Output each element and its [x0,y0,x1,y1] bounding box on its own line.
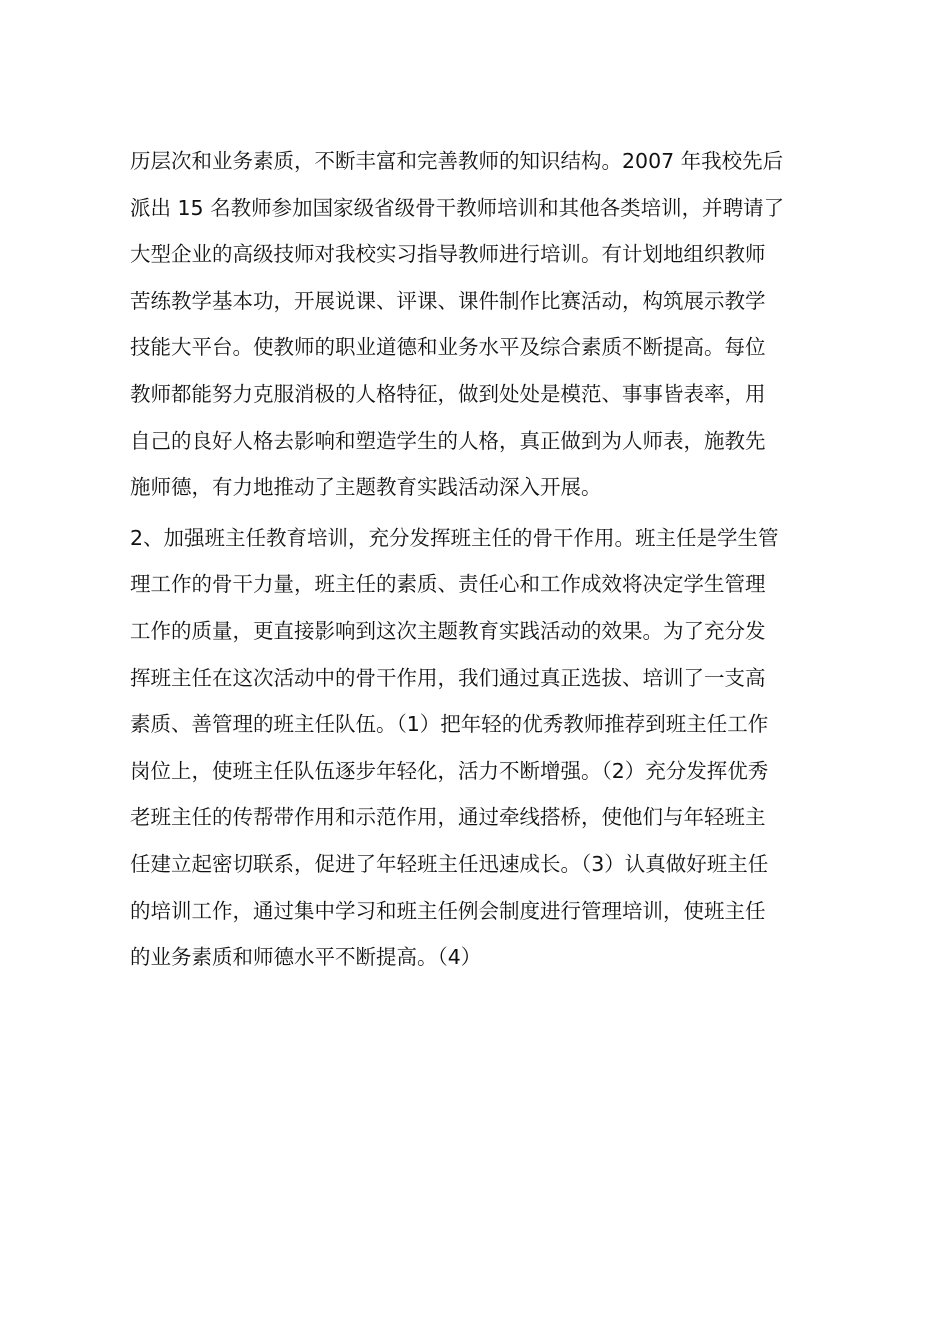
text-line: 大型企业的高级技师对我校实习指导教师进行培训。有计划地组织教师 [130,242,766,267]
text-line: 教师都能努力克服消极的人格特征，做到处处是模范、事事皆表率，用 [130,381,766,406]
text-line: 苦练教学基本功，开展说课、评课、课件制作比赛活动，构筑展示教学 [130,288,766,313]
text-line: 任建立起密切联系，促进了年轻班主任迅速成长。（3）认真做好班主任 [130,851,769,876]
text-line: 工作的质量，更直接影响到这次主题教育实践活动的效果。为了充分发 [130,618,766,643]
text-line: 历层次和业务素质，不断丰富和完善教师的知识结构。2007 年我校先后 [130,149,784,173]
text-line: 施师德，有力地推动了主题教育实践活动深入开展。 [130,475,602,500]
paragraph-class-teacher-training [130,515,830,981]
text-line: 岗位上，使班主任队伍逐步年轻化，活力不断增强。（2）充分发挥优秀 [130,758,769,783]
text-line: 理工作的骨干力量，班主任的素质、责任心和工作成效将决定学生管理 [130,572,766,597]
text-line: 挥班主任在这次活动中的骨干作用，我们通过真正选拔、培训了一支高 [130,665,766,690]
text-line: 素质、善管理的班主任队伍。（1）把年轻的优秀教师推荐到班主任工作 [130,712,769,737]
text-line: 派出 15 名教师参加国家级省级骨干教师培训和其他各类培训，并聘请了 [130,195,785,220]
text-line: 老班主任的传帮带作用和示范作用，通过牵线搭桥，使他们与年轻班主 [130,805,766,830]
document-body [130,138,830,981]
text-line: 的培训工作，通过集中学习和班主任例会制度进行管理培训，使班主任 [130,898,766,923]
text-line: 技能大平台。使教师的职业道德和业务水平及综合素质不断提高。每位 [130,335,766,360]
text-line: 2、加强班主任教育培训，充分发挥班主任的骨干作用。班主任是学生管 [130,525,779,550]
paragraph-teacher-quality [130,138,830,511]
text-line: 自己的良好人格去影响和塑造学生的人格，真正做到为人师表，施教先 [130,428,766,453]
text-line: 的业务素质和师德水平不断提高。（4） [130,945,482,970]
